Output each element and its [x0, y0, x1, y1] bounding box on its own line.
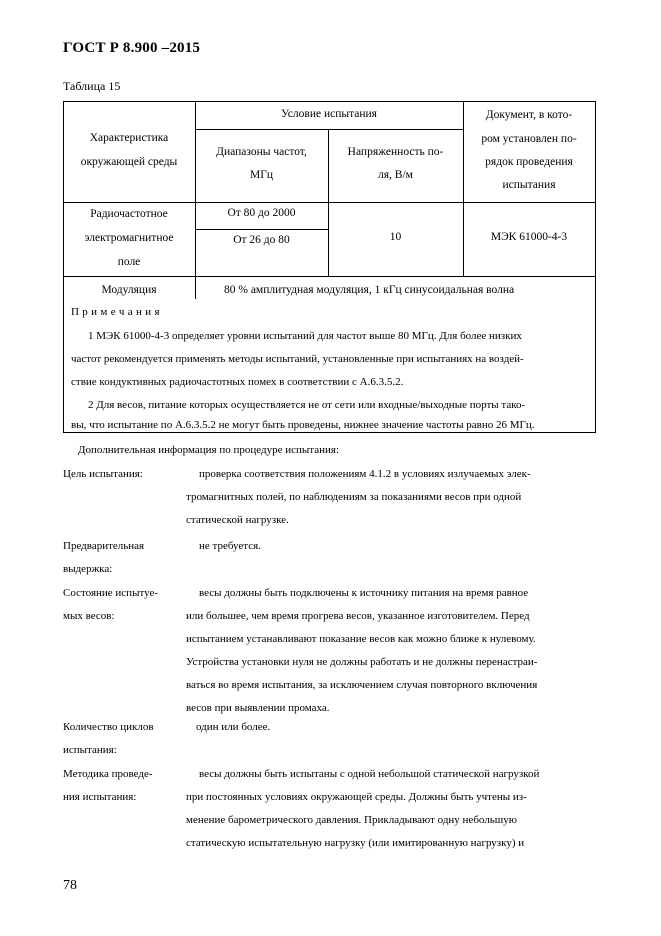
- row-document: МЭК 61000-4-3: [490, 231, 568, 243]
- header-characteristic-line2: окружающей среды: [80, 156, 178, 168]
- header-document-line2: ром установлен по-: [481, 133, 577, 145]
- intro-text: Дополнительная информация по процедуре испытания:: [78, 444, 340, 456]
- header-strength-line2: ля, В/м: [378, 169, 413, 181]
- item-label-purpose: Цель испытания:: [63, 468, 143, 480]
- row-name-line2: электромагнитное: [84, 232, 174, 244]
- item-label-procedure: Методика проведе- ния испытания:: [63, 768, 153, 803]
- item-text-procedure: весы должны быть испытаны с одной небольшой статической нагрузкой при постоянных условиях окружающей среды. Должны быть учтены из- менение барометрического давления. Прикладывают одну небольшую статическую испытательную нагрузку (или имитированную нагрузку) и: [186, 768, 540, 849]
- notes-title: П р и м е ч а н и я: [71, 306, 160, 318]
- item-text-purpose: проверка соответствия положениям 4.1.2 в условиях излучаемых элек- тромагнитных полей, по наблюдениям за показаниями весов при одной статической нагрузке.: [186, 468, 531, 526]
- modulation-value: 80 % амплитудная модуляция, 1 кГц синусоидальная волна: [224, 284, 515, 296]
- header-condition: Условие испытания: [281, 108, 377, 120]
- item-label-eut-condition: Состояние испытуе- мых весов:: [63, 587, 159, 622]
- row-name-line3: поле: [117, 256, 141, 268]
- header-freq-line2: МГц: [249, 169, 274, 181]
- header-document-line3: рядок проведения: [485, 156, 573, 168]
- modulation-label: Модуляция: [101, 284, 157, 296]
- row-strength: 10: [389, 231, 402, 243]
- table-caption: Таблица 15: [63, 79, 121, 93]
- row-freq-1: От 80 до 2000: [227, 207, 296, 219]
- header-characteristic-line1: Характеристика: [89, 132, 169, 144]
- header-freq-line1: Диапазоны частот,: [216, 146, 307, 158]
- header-document-line1: Документ, в кото-: [485, 109, 573, 121]
- note-line-2: частот рекомендуется применять методы испытаний, установленные при испытаниях на воздей-: [71, 353, 524, 365]
- page-number: 78: [63, 878, 77, 893]
- item-label-preconditioning: Предварительная выдержка:: [63, 540, 145, 575]
- row-freq-2: От 26 до 80: [233, 234, 290, 246]
- item-text-cycles: один или более.: [196, 721, 271, 733]
- note-line-1: 1 МЭК 61000-4-3 определяет уровни испытаний для частот выше 80 МГц. Для более низких: [88, 330, 522, 342]
- row-name-line1: Радиочастотное: [90, 208, 168, 220]
- note-line-5: вы, что испытание по А.6.3.5.2 не могут быть проведены, нижнее значение частоты равно 26 МГц.: [71, 419, 535, 431]
- document-code: ГОСТ Р 8.900 –2015: [63, 40, 201, 56]
- note-line-4: 2 Для весов, питание которых осуществляется не от сети или входные/выходные порты тако-: [88, 399, 526, 411]
- item-label-cycles: Количество циклов испытания:: [63, 721, 154, 756]
- header-document-line4: испытания: [502, 179, 556, 191]
- item-text-preconditioning: не требуется.: [199, 540, 261, 552]
- note-line-3: ствие кондуктивных радиочастотных помех в соответствии с А.6.3.5.2.: [71, 376, 404, 388]
- header-strength-line1: Напряженность по-: [347, 146, 444, 158]
- item-text-eut-condition: весы должны быть подключены к источнику питания на время равное или большее, чем время прогрева весов, указанное изготовителем. Перед испытанием устанавливают показание весов как можно ближе к нулевому. Устройства установки нуля не должны работать и не должны перенастраи- ваться во время испытания, за исключением случая повторного включения весов при выявлении промаха.: [186, 587, 538, 714]
